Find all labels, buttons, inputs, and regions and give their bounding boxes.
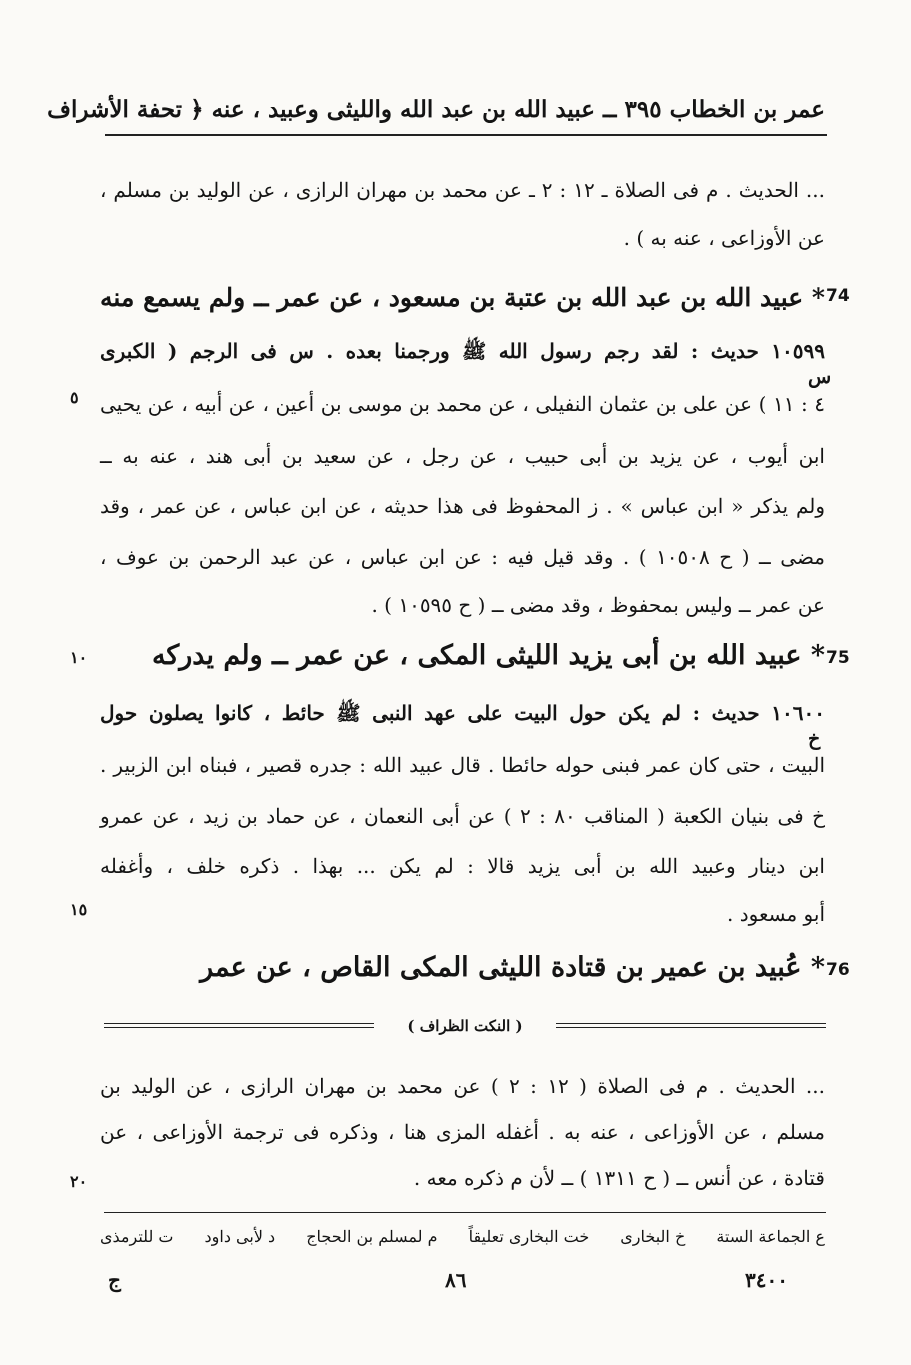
entry-75-title: * عبيد الله بن أبى يزيد الليثى المكى ، عن عمر ــ ولم يدركه: [151, 640, 825, 671]
intro-line-1: ... الحديث . م فى الصلاة ـ ١٢ : ٢ ـ عن محمد بن مهران الرازى ، عن الوليد بن مسلم ،: [100, 178, 826, 202]
entry-74-source-mark: س: [808, 366, 832, 388]
abbreviation-key: [100, 1222, 825, 1252]
entry-75-line-1: ١٠٦٠٠ حديث : لم يكن حول البيت على عهد النبى ﷺ حائط ، كانوا يصلون حول: [100, 701, 825, 725]
abbr-item: ت للترمذى: [100, 1227, 174, 1246]
margin-line-number: ١٠: [70, 648, 88, 667]
margin-line-number: ١٥: [70, 900, 88, 919]
margin-line-number: ٢٠: [70, 1172, 88, 1191]
intro-line-2: عن الأوزاعى ، عنه به ) .: [623, 226, 825, 250]
entry-74-line-3: ابن أيوب ، عن يزيد بن أبى حبيب ، عن رجل ، عن سعيد بن أبى هند ، عنه به ــ: [100, 444, 825, 468]
entry-74-line-6: عن عمر ــ وليس بمحفوظ ، وقد مضى ــ ( ح ١٠٥٩٥ ) .: [371, 593, 825, 617]
entry-75-line-5: أبو مسعود .: [727, 902, 825, 926]
abbr-item: م لمسلم بن الحجاج: [306, 1227, 438, 1246]
entry-74-title: * عبيد الله بن عبد الله بن عتبة بن مسعود ، عن عمر ــ ولم يسمع منه: [100, 283, 825, 312]
margin-line-number: ٥: [70, 388, 79, 407]
abbr-item: د لأبى داود: [204, 1227, 276, 1246]
entry-74-line-4: ولم يذكر « ابن عباس » . ز المحفوظ فى هذا حديثه ، عن ابن عباس ، عن عمر ، وقد: [100, 494, 825, 518]
header-rule: [105, 134, 827, 136]
nukat-line-1: ... الحديث . م فى الصلاة ( ١٢ : ٢ ) عن محمد بن مهران الرازى ، عن الوليد بن: [100, 1074, 825, 1098]
nukat-divider: [104, 1015, 826, 1039]
catalog-number: ٣٤٠٠: [745, 1268, 788, 1292]
entry-74-line-5: مضى ــ ( ح ١٠٥٠٨ ) . وقد قيل فيه : عن ابن عباس ، عن عبد الرحمن بن عوف ،: [100, 545, 825, 569]
abbr-item: ع الجماعة الستة: [716, 1227, 825, 1246]
divider-label: ( النكت الظراف ): [407, 1017, 523, 1035]
entry-75-source-mark: خ: [808, 728, 821, 750]
abbr-item: خت البخارى تعليقاً: [468, 1227, 590, 1246]
entry-number-75: 75: [826, 648, 850, 668]
running-header: عمر بن الخطاب ٣٩٥ ــ عبيد الله بن عبد الله والليثى وعبيد ، عنه ﴿ تحفة الأشراف: [47, 96, 825, 123]
entry-75-line-3: خ فى بنيان الكعبة ( المناقب ٨٠ : ٢ ) عن أبى النعمان ، عن حماد بن زيد ، عن عمرو: [100, 804, 826, 828]
abbr-item: خ البخارى: [620, 1227, 686, 1246]
footer-rule: [104, 1212, 826, 1213]
divider-rule-left: [104, 1023, 374, 1028]
entry-74-line-1: ١٠٥٩٩ حديث : لقد رجم رسول الله ﷺ ورجمنا بعده . س فى الرجم ( الكبرى: [100, 339, 825, 363]
volume-mark: ج: [108, 1268, 121, 1292]
divider-rule-right: [556, 1023, 826, 1028]
nukat-line-2: مسلم ، عن الأوزاعى ، عنه به . أغفله المزى هنا ، وذكره فى ترجمة الأوزاعى ، عن: [100, 1120, 825, 1144]
entry-number-74: 74: [826, 286, 850, 306]
entry-76-title: * عُبيد بن عمير بن قتادة الليثى المكى القاص ، عن عمر: [200, 952, 825, 983]
nukat-line-3: قتادة ، عن أنس ــ ( ح ١٣١١ ) ــ لأن م ذكره معه .: [413, 1166, 825, 1190]
entry-75-line-2: البيت ، حتى كان عمر فبنى حوله حائطا . قال عبيد الله : جدره قصير ، فبناه ابن الزبير .: [100, 753, 825, 777]
entry-75-line-4: ابن دينار وعبيد الله بن أبى يزيد قالا : لم يكن ... بهذا . ذكره خلف ، وأغفله: [100, 854, 825, 878]
entry-number-76: 76: [826, 960, 850, 980]
entry-74-line-2: ٤ : ١١ ) عن على بن عثمان النفيلى ، عن محمد بن موسى بن أعين ، عن أبيه ، عن يحيى: [100, 392, 825, 416]
page-number: ٨٦: [445, 1268, 467, 1292]
